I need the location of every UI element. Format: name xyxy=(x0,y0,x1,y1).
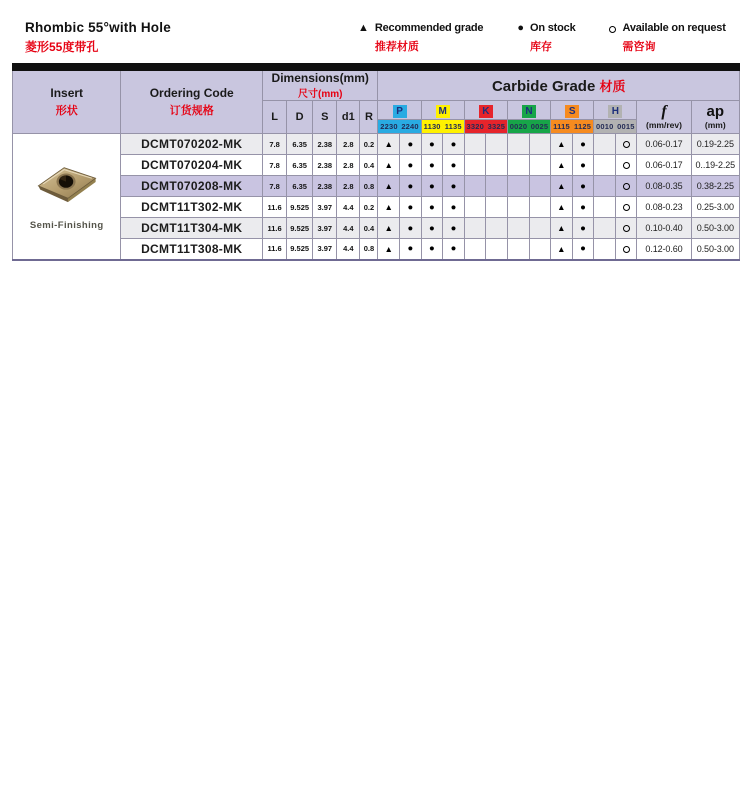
col-header-dims-en: Dimensions(mm) xyxy=(271,71,369,85)
insert-shape-cell xyxy=(13,134,121,260)
feed-rate: 0.12-0.60 xyxy=(637,239,691,260)
f-unit: (mm/rev) xyxy=(646,119,682,130)
circle-icon xyxy=(609,22,616,35)
page-subtitle-cn: 菱形55度带孔 xyxy=(25,40,99,54)
ap-label: ap xyxy=(706,102,725,120)
triangle-icon: ▲ xyxy=(384,223,393,233)
triangle-icon: ▲ xyxy=(384,181,393,191)
grade-mark xyxy=(572,176,594,197)
triangle-icon: ▲ xyxy=(557,181,566,191)
grade-badge-N: N xyxy=(522,105,536,118)
grade-codes-M xyxy=(421,120,464,134)
grade-mark xyxy=(594,176,616,197)
grade-group-K xyxy=(464,101,507,120)
ordering-code: DCMT070204-MK xyxy=(121,155,263,176)
grade-mark xyxy=(529,239,551,260)
col-header-insert-en: Insert xyxy=(50,86,84,100)
grade-mark xyxy=(464,239,486,260)
col-header-d1: d1 xyxy=(337,101,360,134)
dot-icon: ● xyxy=(450,138,457,150)
f-label: f xyxy=(661,102,667,120)
triangle-icon: ▲ xyxy=(557,243,566,254)
grade-code: 3320 xyxy=(466,122,485,131)
grade-mark xyxy=(507,134,529,155)
grade-code: 1125 xyxy=(574,122,592,131)
legend-label: Recommended grade xyxy=(374,22,484,34)
grade-mark xyxy=(400,197,422,218)
grade-badge-H: H xyxy=(608,105,622,118)
dot-icon: ● xyxy=(429,243,435,255)
grade-mark xyxy=(615,239,637,260)
grade-mark xyxy=(572,155,594,176)
ordering-code: DCMT070208-MK xyxy=(121,176,263,197)
dot-icon: ● xyxy=(450,243,457,255)
dimension-value: 7.8 xyxy=(263,155,287,176)
grade-mark xyxy=(486,239,508,260)
legend-item-onrequest xyxy=(609,22,725,54)
grade-mark xyxy=(551,155,573,176)
grade-mark xyxy=(572,134,594,155)
dimension-value: 0.2 xyxy=(360,197,378,218)
col-header-L: L xyxy=(263,101,287,134)
ap-unit: (mm) xyxy=(704,119,726,130)
grade-mark xyxy=(486,176,508,197)
dimension-value: 0.4 xyxy=(360,155,378,176)
triangle-icon: ▲ xyxy=(557,139,566,149)
grade-mark xyxy=(486,155,508,176)
circle-icon xyxy=(623,162,630,169)
dimension-value: 2.38 xyxy=(313,176,337,197)
dot-icon: ● xyxy=(407,138,414,150)
dot-icon: ● xyxy=(407,201,414,213)
grade-group-M xyxy=(421,101,464,120)
dimension-value: 9.525 xyxy=(287,239,313,260)
dot-icon: ● xyxy=(407,222,414,234)
grade-badge-K: K xyxy=(479,105,493,118)
dot-icon: ● xyxy=(429,159,435,171)
legend-label-cn: 需咨询 xyxy=(622,41,656,53)
grade-mark xyxy=(615,197,637,218)
circle-icon xyxy=(623,246,630,253)
circle-icon xyxy=(623,204,630,211)
dimension-value: 0.4 xyxy=(360,218,378,239)
grade-code: 0010 xyxy=(596,122,614,131)
dimension-value: 2.8 xyxy=(337,134,360,155)
grade-mark xyxy=(551,134,573,155)
grade-mark xyxy=(507,239,529,260)
dot-icon: ● xyxy=(580,201,586,213)
grade-mark xyxy=(421,239,443,260)
table-row xyxy=(13,155,740,176)
grade-badge-P: P xyxy=(393,105,407,118)
cutting-depth: 0..19-2.25 xyxy=(691,155,739,176)
circle-icon xyxy=(623,225,630,232)
grade-mark xyxy=(400,239,422,260)
triangle-icon: ▲ xyxy=(384,139,393,149)
grade-mark xyxy=(529,218,551,239)
grade-mark xyxy=(464,218,486,239)
feed-rate: 0.08-0.23 xyxy=(637,197,691,218)
grade-mark xyxy=(421,197,443,218)
grade-mark xyxy=(378,218,400,239)
ordering-code: DCMT11T308-MK xyxy=(121,239,263,260)
dot-icon: ● xyxy=(429,180,435,192)
feed-rate: 0.10-0.40 xyxy=(637,218,691,239)
grade-mark xyxy=(615,155,637,176)
grade-mark xyxy=(421,218,443,239)
col-header-D: D xyxy=(287,101,313,134)
grade-code: 0020 xyxy=(509,122,528,131)
product-table xyxy=(12,63,740,261)
col-header-dims-cn: 尺寸(mm) xyxy=(298,89,343,100)
dot-icon: ● xyxy=(450,201,457,213)
circle-icon xyxy=(623,141,630,148)
grade-mark xyxy=(486,197,508,218)
grade-mark xyxy=(507,155,529,176)
dimension-value: 7.8 xyxy=(263,176,287,197)
legend xyxy=(358,22,726,54)
grade-mark xyxy=(529,134,551,155)
grade-mark xyxy=(551,218,573,239)
dimension-value: 6.35 xyxy=(287,176,313,197)
grade-codes-S xyxy=(551,120,594,134)
grade-mark xyxy=(572,197,594,218)
cutting-depth: 0.50-3.00 xyxy=(691,218,739,239)
grade-mark xyxy=(551,197,573,218)
grade-mark xyxy=(507,197,529,218)
dimension-value: 11.6 xyxy=(263,239,287,260)
ordering-code: DCMT11T304-MK xyxy=(121,218,263,239)
insert-caption: Semi-Finishing xyxy=(29,219,104,231)
grade-group-S xyxy=(551,101,594,120)
dot-icon: ● xyxy=(407,180,414,192)
grade-mark xyxy=(594,239,616,260)
dot-icon: ● xyxy=(580,138,586,150)
dimension-value: 4.4 xyxy=(337,239,360,260)
dimension-value: 11.6 xyxy=(263,197,287,218)
dot-icon: ● xyxy=(407,159,414,171)
grade-code: 0025 xyxy=(530,122,549,131)
grade-mark xyxy=(378,134,400,155)
dot-icon: ● xyxy=(517,22,525,34)
grade-mark xyxy=(507,176,529,197)
grade-mark xyxy=(464,134,486,155)
dot-icon: ● xyxy=(407,243,414,255)
rhombic-insert-image xyxy=(36,162,98,204)
dimension-value: 6.35 xyxy=(287,155,313,176)
grade-mark xyxy=(421,134,443,155)
legend-item-onstock xyxy=(517,22,575,54)
grade-mark xyxy=(572,218,594,239)
grade-group-P xyxy=(378,101,421,120)
grade-mark xyxy=(615,134,637,155)
triangle-icon: ▲ xyxy=(384,160,393,170)
grade-mark xyxy=(378,155,400,176)
table-row xyxy=(13,134,740,155)
table-row xyxy=(13,218,740,239)
triangle-icon: ▲ xyxy=(384,202,393,212)
grade-mark xyxy=(529,197,551,218)
table-header xyxy=(13,67,740,134)
table-row xyxy=(13,239,740,260)
grade-mark xyxy=(529,155,551,176)
page-title: Rhombic 55°with Hole xyxy=(25,20,171,35)
dimension-value: 11.6 xyxy=(263,218,287,239)
feed-rate: 0.06-0.17 xyxy=(637,134,691,155)
dot-icon: ● xyxy=(429,201,435,213)
dot-icon: ● xyxy=(450,180,457,192)
grade-mark xyxy=(443,176,465,197)
dimension-value: 2.38 xyxy=(313,134,337,155)
grade-mark xyxy=(594,134,616,155)
ordering-code: DCMT11T302-MK xyxy=(121,197,263,218)
grade-mark xyxy=(529,176,551,197)
dimension-value: 4.4 xyxy=(337,197,360,218)
grade-mark xyxy=(443,218,465,239)
grade-mark xyxy=(486,134,508,155)
dimension-value: 3.97 xyxy=(313,218,337,239)
dimension-value: 0.8 xyxy=(360,239,378,260)
dimension-value: 3.97 xyxy=(313,197,337,218)
grade-mark xyxy=(615,218,637,239)
table-body xyxy=(13,134,740,260)
table-row xyxy=(13,197,740,218)
col-header-insert-cn: 形状 xyxy=(55,105,78,117)
grade-codes-H xyxy=(594,120,637,134)
grade-mark xyxy=(443,197,465,218)
grade-codes-N xyxy=(507,120,550,134)
grade-group-H xyxy=(594,101,637,120)
triangle-icon: ▲ xyxy=(358,22,369,34)
legend-item-recommended xyxy=(358,22,483,54)
dot-icon: ● xyxy=(580,243,586,255)
grade-mark xyxy=(464,176,486,197)
grade-code: 3325 xyxy=(487,122,506,131)
ordering-code: DCMT070202-MK xyxy=(121,134,263,155)
dimension-value: 0.8 xyxy=(360,176,378,197)
grade-mark xyxy=(400,134,422,155)
dimension-value: 9.525 xyxy=(287,197,313,218)
grade-mark xyxy=(421,155,443,176)
grade-mark xyxy=(443,239,465,260)
triangle-icon: ▲ xyxy=(557,202,566,212)
grade-mark xyxy=(594,155,616,176)
dimension-value: 0.2 xyxy=(360,134,378,155)
dimension-value: 2.8 xyxy=(337,176,360,197)
grade-code: 1130 xyxy=(423,122,441,131)
cutting-depth: 0.25-3.00 xyxy=(691,197,739,218)
feed-rate: 0.08-0.35 xyxy=(637,176,691,197)
cutting-depth: 0.50-3.00 xyxy=(691,239,739,260)
grade-mark xyxy=(378,176,400,197)
grade-mark xyxy=(421,176,443,197)
grade-code: 1115 xyxy=(553,122,570,131)
dimension-value: 4.4 xyxy=(337,218,360,239)
grade-mark xyxy=(594,197,616,218)
dimension-value: 2.38 xyxy=(313,155,337,176)
carbide-grade-en: Carbide Grade xyxy=(491,77,596,95)
dot-icon: ● xyxy=(450,222,457,234)
grade-mark xyxy=(443,134,465,155)
col-header-insert xyxy=(13,67,121,134)
dimension-value: 2.8 xyxy=(337,155,360,176)
legend-label-cn: 库存 xyxy=(530,41,553,53)
legend-label: Available on request xyxy=(622,22,726,34)
col-header-ordering-code xyxy=(121,67,263,134)
grade-code: 2230 xyxy=(380,122,398,131)
grade-mark xyxy=(464,155,486,176)
table-row xyxy=(13,176,740,197)
grade-mark xyxy=(594,218,616,239)
dimension-value: 9.525 xyxy=(287,218,313,239)
grade-mark xyxy=(572,239,594,260)
feed-rate: 0.06-0.17 xyxy=(637,155,691,176)
grade-codes-P xyxy=(378,120,421,134)
grade-mark xyxy=(400,218,422,239)
col-header-code-cn: 订货规格 xyxy=(169,105,214,117)
grade-badge-M: M xyxy=(436,105,450,118)
legend-label: On stock xyxy=(530,22,576,34)
grade-mark xyxy=(464,197,486,218)
grade-badge-S: S xyxy=(565,105,579,118)
dot-icon: ● xyxy=(429,222,435,234)
dimension-value: 6.35 xyxy=(287,134,313,155)
grade-mark xyxy=(378,197,400,218)
grade-code: 1135 xyxy=(444,122,462,131)
grade-code: 2240 xyxy=(401,122,419,131)
col-header-f xyxy=(637,101,691,134)
col-header-dimensions xyxy=(263,67,378,101)
grade-mark xyxy=(615,176,637,197)
grade-mark xyxy=(551,176,573,197)
col-header-ap xyxy=(691,101,739,134)
dot-icon: ● xyxy=(580,180,586,192)
dot-icon: ● xyxy=(580,159,586,171)
grade-code: 0015 xyxy=(617,122,635,131)
dot-icon: ● xyxy=(450,159,457,171)
col-header-S: S xyxy=(313,101,337,134)
circle-icon xyxy=(623,183,630,190)
triangle-icon: ▲ xyxy=(557,223,566,233)
grade-mark xyxy=(400,176,422,197)
legend-label-cn: 推荐材质 xyxy=(374,41,419,53)
grade-group-N xyxy=(507,101,550,120)
dimension-value: 3.97 xyxy=(313,239,337,260)
carbide-grade-cn: 材质 xyxy=(599,78,626,94)
triangle-icon: ▲ xyxy=(384,243,393,254)
grade-codes-K xyxy=(464,120,507,134)
dimension-value: 7.8 xyxy=(263,134,287,155)
grade-mark xyxy=(378,239,400,260)
dot-icon: ● xyxy=(580,222,586,234)
cutting-depth: 0.19-2.25 xyxy=(691,134,739,155)
grade-mark xyxy=(486,218,508,239)
col-header-code-en: Ordering Code xyxy=(149,86,234,100)
col-header-carbide-grade xyxy=(378,67,740,101)
triangle-icon: ▲ xyxy=(557,160,566,170)
grade-mark xyxy=(443,155,465,176)
col-header-R: R xyxy=(360,101,378,134)
grade-mark xyxy=(551,239,573,260)
cutting-depth: 0.38-2.25 xyxy=(691,176,739,197)
dot-icon: ● xyxy=(429,138,435,150)
grade-mark xyxy=(400,155,422,176)
grade-mark xyxy=(507,218,529,239)
